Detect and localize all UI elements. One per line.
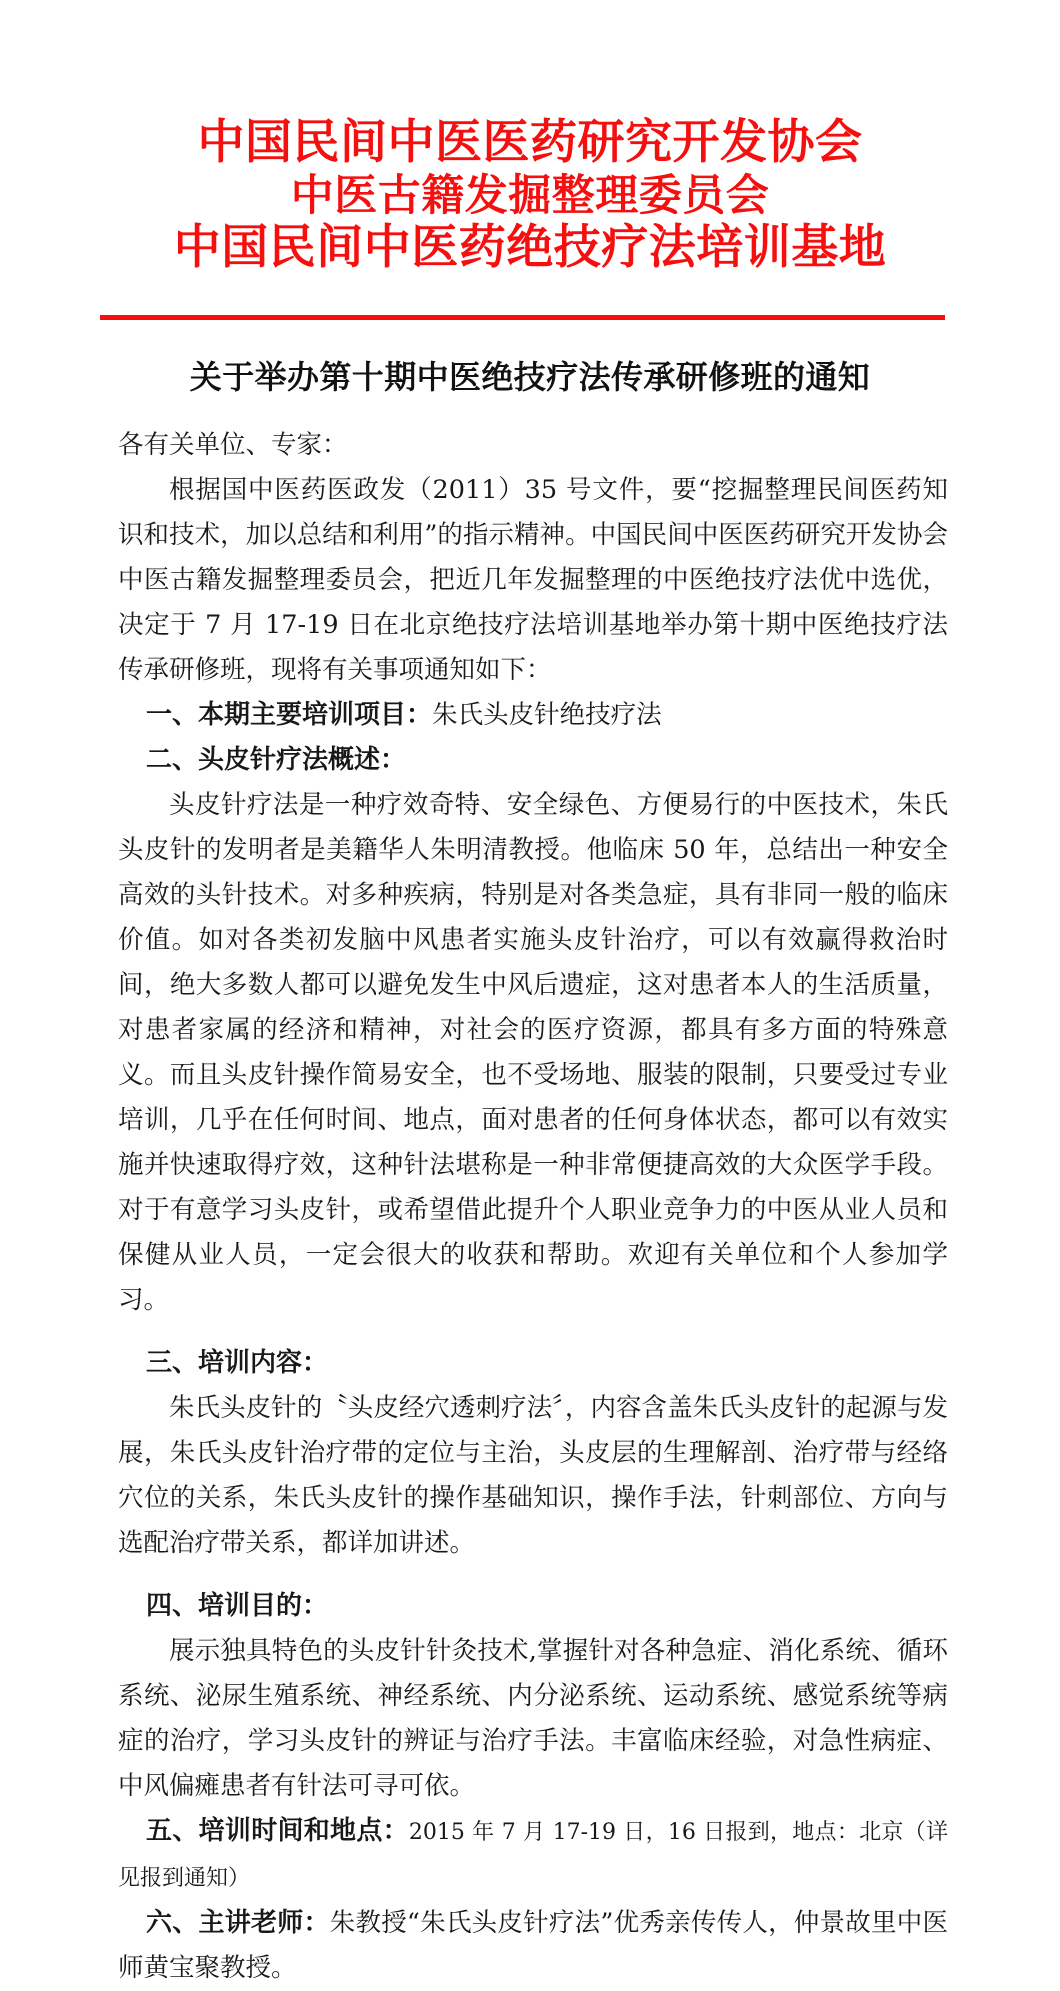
section-two-heading-line: [118, 738, 948, 783]
section-two-heading: 二、头皮针疗法概述：: [146, 745, 407, 775]
section-six-heading: 六、主讲老师：: [146, 1908, 330, 1938]
section-five-heading: 五、培训时间和地点：: [146, 1816, 409, 1846]
letterhead: [0, 0, 1060, 276]
section-six-heading-line: [118, 1901, 948, 1991]
section-four-paragraph: 展示独具特色的头皮针针灸技术,掌握针对各种急症、消化系统、循环系统、泌尿生殖系统、神经系统、内分泌系统、运动系统、感觉系统等病症的治疗，学习头皮针的辨证与治疗手法。丰富临床经验，对急性病症、中风偏瘫患者有针法可寻可依。: [118, 1636, 948, 1801]
document-body: [118, 423, 948, 1991]
section-three-heading-line: [118, 1341, 948, 1386]
salutation: 各有关单位、专家：: [118, 430, 348, 460]
section-one-heading: 一、本期主要培训项目：: [146, 700, 433, 730]
letterhead-divider: [100, 315, 945, 320]
section-six-value: 朱教授“朱氏头皮针疗法”优秀亲传传人，仲景故里中医师黄宝聚教授。: [118, 1908, 948, 1983]
section-four-heading: 四、培训目的：: [146, 1591, 329, 1621]
intro-paragraph: 根据国中医药医政发（2011）35 号文件，要“挖掘整理民间医药知识和技术，加以总结和利用”的指示精神。中国民间中医医药研究开发协会中医古籍发掘整理委员会，把近几年发掘整理的中医绝技疗法优中选优，决定于 7 月 17-19 日在北京绝技疗法培训基地举办第十期中医绝技疗法传承研修班，现将有关事项通知如下：: [118, 475, 948, 685]
section-four-heading-line: [118, 1584, 948, 1629]
letterhead-line-2: 中医古籍发掘整理委员会: [290, 170, 770, 221]
section-five-value: 2015 年 7 月 17-19 日，16 日报到，地点：北京（详见报到通知）: [118, 1820, 948, 1891]
section-one-heading-line: [118, 693, 948, 738]
section-three-heading: 三、培训内容：: [146, 1348, 329, 1378]
letterhead-line-3: 中国民间中医药绝技疗法培训基地: [173, 220, 887, 276]
section-one-value: 朱氏头皮针绝技疗法: [432, 700, 662, 730]
section-two-paragraph: 头皮针疗法是一种疗效奇特、安全绿色、方便易行的中医技术，朱氏头皮针的发明者是美籍华人朱明清教授。他临床 50 年，总结出一种安全高效的头针技术。对多种疾病，特别是对各类急症，具有非同一般的临床价值。如对各类初发脑中风患者实施头皮针治疗，可以有效赢得救治时间，绝大多数人都可以避免发生中风后遗症，这对患者本人的生活质量，对患者家属的经济和精神，对社会的医疗资源，都具有多方面的特殊意义。而且头皮针操作简易安全，也不受场地、服装的限制，只要受过专业培训，几乎在任何时间、地点，面对患者的任何身体状态，都可以有效实施并快速取得疗效，这种针法堪称是一种非常便捷高效的大众医学手段。对于有意学习头皮针，或希望借此提升个人职业竞争力的中医从业人员和保健从业人员，一定会很大的收获和帮助。欢迎有关单位和个人参加学习。: [118, 790, 948, 1315]
section-three-paragraph: 朱氏头皮针的〝头皮经穴透刺疗法〞，内容含盖朱氏头皮针的起源与发展，朱氏头皮针治疗带的定位与主治，头皮层的生理解剖、治疗带与经络穴位的关系，朱氏头皮针的操作基础知识，操作手法，针刺部位、方向与选配治疗带关系，都详加讲述。: [118, 1393, 948, 1558]
section-five-heading-line: [118, 1809, 948, 1901]
letterhead-line-1: 中国民间中医医药研究开发协会: [197, 115, 863, 170]
page-title: 关于举办第十期中医绝技疗法传承研修班的通知: [189, 358, 871, 396]
